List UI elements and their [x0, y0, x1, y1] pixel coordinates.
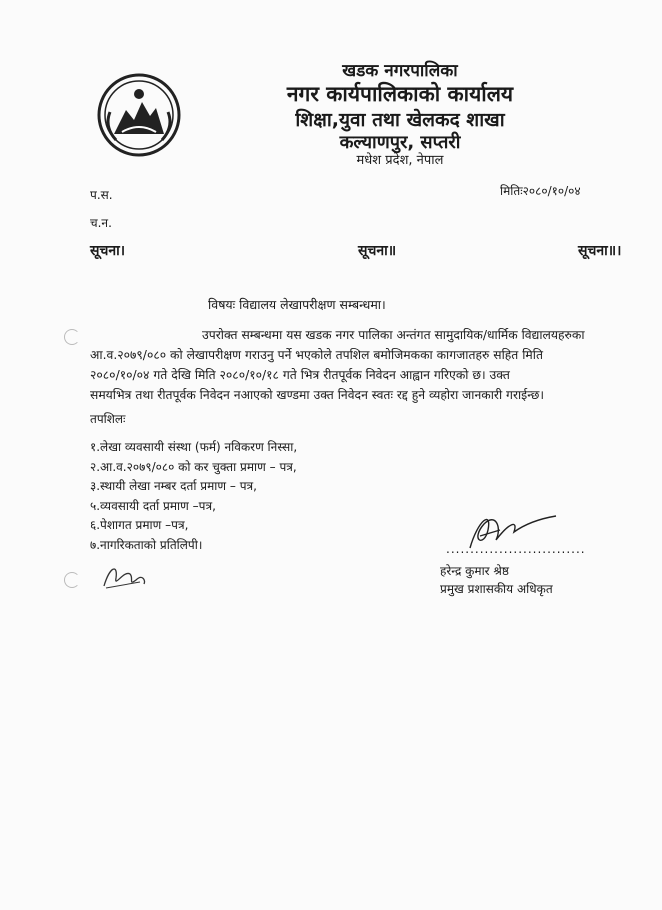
signatory-title: प्रमुख प्रशासकीय अधिकृत — [440, 582, 553, 596]
body-line: उपरोक्त सम्बन्धमा यस खडक नगर पालिका अन्तंगत सामुदायिक/धार्मिक विद्यालयहरुका — [202, 328, 585, 342]
signature-line: ............................. — [446, 542, 586, 556]
body-line: समयभित्र तथा रीतपूर्वक निवेदन नआएको खण्डमा उक्त निवेदन स्वतः रद्द हुने व्यहोरा जानकारी गराईन्छ। — [90, 388, 545, 402]
signatory-name: हरेन्द्र कुमार श्रेष्ठ — [440, 564, 509, 578]
list-item: ३.स्थायी लेखा नम्बर दर्ता प्रमाण – पत्र, — [90, 479, 257, 493]
notice-date: मितिः२०८०/१०/०४ — [500, 184, 581, 198]
cn-label: च.न. — [90, 216, 112, 230]
municipality-name: खडक नगरपालिका — [342, 61, 458, 81]
office-location: कल्याणपुर, सप्तरी — [339, 132, 461, 153]
notice-heading-center: सूचना॥ — [358, 243, 397, 259]
list-item: १.लेखा व्यवसायी संस्था (फर्म) नविकरण निस्सा, — [90, 440, 298, 454]
body-line: आ.व.२०७९/०८० को लेखापरीक्षण गराउनु पर्ने भएकोले तपशिल बमोजिमकका कागजातहरु सहित मिति — [90, 348, 543, 362]
details-label: तपशिलः — [90, 412, 126, 426]
punch-hole — [64, 329, 80, 345]
notice-body — [90, 325, 618, 405]
section-name: शिक्षा,युवा तथा खेलकद शाखा — [295, 109, 505, 131]
document-list — [90, 438, 297, 555]
initials-signature-icon — [100, 560, 150, 592]
list-item: ५.व्यवसायी दर्ता प्रमाण –पत्र, — [90, 498, 216, 513]
list-item: ७.नागरिकताको प्रतिलिपी। — [90, 537, 203, 552]
notice-heading-left: सूचना। — [90, 243, 126, 259]
office-name: नगर कार्यपालिकाको कार्यालय — [286, 82, 514, 106]
list-item: २.आ.व.२०७९/०८० को कर चुक्ता प्रमाण – पत्र, — [90, 459, 297, 474]
subject-line: विषयः विद्यालय लेखापरीक्षण सम्बन्धमा। — [208, 297, 386, 312]
notice-heading-right: सूचना॥। — [578, 243, 622, 259]
province-name: मधेश प्रदेश, नेपाल — [356, 153, 444, 168]
body-line: २०८०/१०/०४ गते देखि मिति २०८०/१०/१८ गते भित्र रीतपूर्वक निवेदन आह्वान गरिएको छ। उक्त — [90, 368, 510, 382]
ps-label: प.स. — [90, 188, 113, 202]
nepal-emblem-icon — [96, 72, 182, 158]
list-item: ६.पेशागत प्रमाण –पत्र, — [90, 518, 189, 532]
punch-hole — [64, 572, 80, 588]
